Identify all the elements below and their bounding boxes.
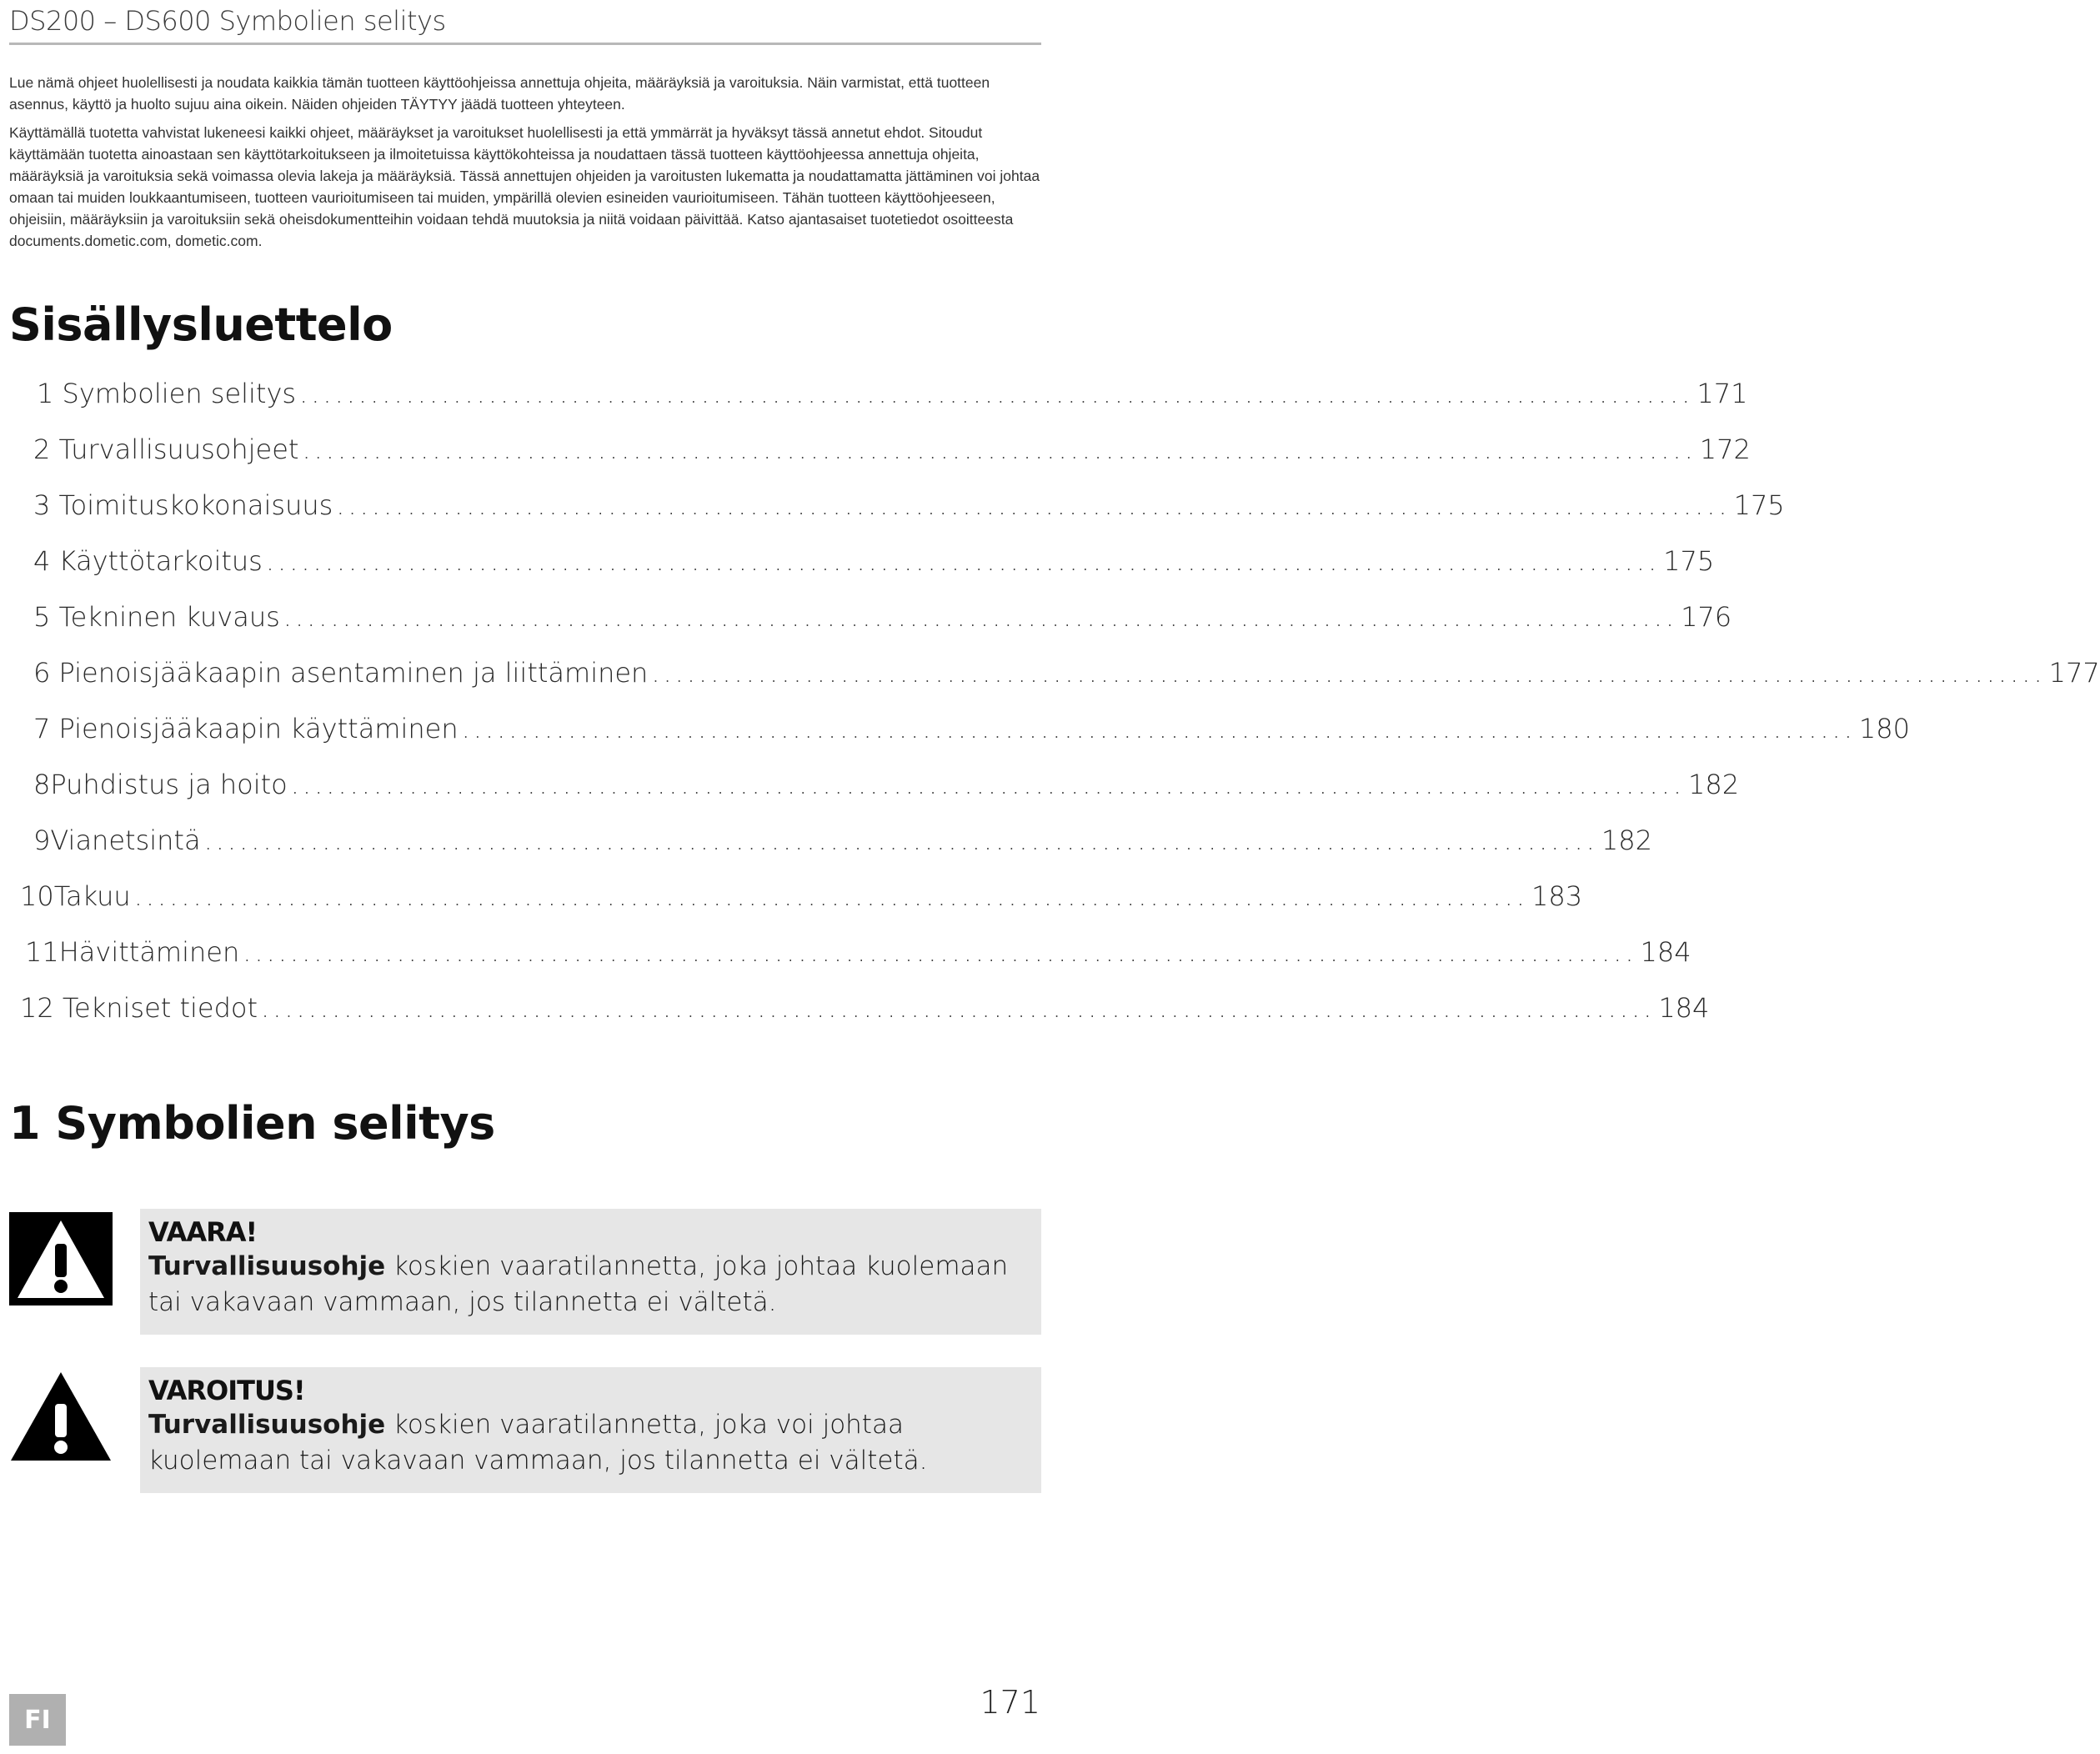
toc-entry-10[interactable] bbox=[20, 880, 1583, 920]
toc-entry-number: 3 bbox=[33, 489, 51, 521]
warning-notice-title: VAROITUS! bbox=[148, 1375, 305, 1406]
toc-dot-leader: ...................................................................................................................... bbox=[133, 880, 1528, 912]
toc-entry-page: 183 bbox=[1531, 880, 1583, 912]
toc-entry-number: 2 bbox=[33, 433, 51, 465]
toc-entry-page: 180 bbox=[1858, 713, 1910, 744]
danger-notice-text bbox=[148, 1249, 1031, 1321]
header-divider bbox=[9, 43, 1041, 45]
toc-entry-7[interactable] bbox=[33, 713, 1910, 753]
toc-entry-3[interactable] bbox=[33, 489, 1785, 529]
toc-entry-page: 175 bbox=[1733, 489, 1785, 521]
page-header-title: DS200 – DS600 Symbolien selitys bbox=[9, 5, 446, 37]
toc-dot-leader: ...................................................................................................................... bbox=[336, 489, 1731, 521]
language-badge: FI bbox=[9, 1694, 66, 1746]
danger-notice bbox=[140, 1209, 1041, 1335]
toc-entry-page: 182 bbox=[1688, 769, 1740, 800]
notice-keyword: Turvallisuusohje bbox=[148, 1251, 386, 1281]
toc-entry-label: Turvallisuusohjeet bbox=[58, 433, 299, 465]
toc-entry-5[interactable] bbox=[33, 601, 1732, 641]
toc-entry-page: 177 bbox=[2048, 657, 2100, 689]
toc-dot-leader: ...................................................................................................................... bbox=[265, 545, 1661, 577]
toc-entry-6[interactable] bbox=[33, 657, 2100, 697]
toc-entry-page: 184 bbox=[1658, 992, 1710, 1024]
toc-entry-number: 1 bbox=[37, 378, 54, 409]
toc-dot-leader: ...................................................................................................................... bbox=[302, 433, 1697, 465]
toc-dot-leader: ...................................................................................................................... bbox=[651, 657, 2046, 689]
notice-description: koskien vaaratilannetta, joka johtaa kuolemaan tai vakavaan vammaan, jos tilannetta ei vältetä. bbox=[148, 1251, 1009, 1317]
toc-entry-page: 171 bbox=[1697, 378, 1748, 409]
intro-paragraph-2: Käyttämällä tuotetta vahvistat lukeneesi kaikki ohjeet, määräykset ja varoitukset huolellisesti ja että ymmärrät ja hyväksyt tässä annetut ehdot. Sitoudut käyttämään tuotetta ainoastaan sen käyttötarkoitukseen ja ilmoitetuissa käyttökohteissa ja noudattaen tässä tuotteen käyttöohjeessa annettuja ohjeita, määräyksiä ja varoituksia sekä voimassa olevia lakeja ja määräyksiä. Tässä annettujen ohjeiden ja varoitusten lukematta ja noudattamatta jättäminen voi johtaa omaan tai muiden loukkaantumiseen, tuotteen vaurioitumiseen tai muiden, ympärillä olevien esineiden vaurioitumiseen. Tähän tuotteen käyttöohjeeseen, ohjeisiin, määräyksiin ja varoituksiin sekä oheisdokumentteihin voidaan tehdä muutoksia ja niitä voidaan päivittää. Katso ajantasaiset tuotetiedot osoitteesta documents.dometic.com, dometic.com. bbox=[9, 124, 1040, 249]
toc-entry-page: 176 bbox=[1681, 601, 1732, 633]
toc-entry-number: 10 bbox=[20, 880, 54, 912]
warning-notice-text bbox=[148, 1407, 1031, 1479]
toc-entry-label: Pienoisjääkaapin käyttäminen bbox=[58, 713, 459, 744]
notice-keyword: Turvallisuusohje bbox=[148, 1410, 386, 1440]
toc-entry-label: Takuu bbox=[53, 880, 131, 912]
danger-notice-title: VAARA! bbox=[148, 1216, 258, 1248]
section-heading-symbols: 1 Symbolien selitys bbox=[9, 1097, 495, 1150]
toc-entry-label: Käyttötarkoitus bbox=[58, 545, 263, 577]
toc-dot-leader: ...................................................................................................................... bbox=[290, 769, 1686, 800]
toc-entry-label: Tekninen kuvaus bbox=[58, 601, 280, 633]
page-number: 171 bbox=[980, 1684, 1040, 1721]
toc-entry-number: 5 bbox=[33, 601, 51, 633]
toc-dot-leader: ...................................................................................................................... bbox=[283, 601, 1678, 633]
toc-dot-leader: ...................................................................................................................... bbox=[243, 936, 1637, 968]
toc-entry-page: 182 bbox=[1601, 824, 1652, 856]
toc-entry-label: Tekniset tiedot bbox=[62, 992, 258, 1024]
toc-heading: Sisällysluettelo bbox=[9, 298, 393, 351]
toc-entry-number: 9 bbox=[33, 824, 51, 856]
toc-entry-12[interactable] bbox=[20, 992, 1710, 1032]
toc-entry-number: 6 bbox=[33, 657, 51, 689]
toc-entry-2[interactable] bbox=[33, 433, 1751, 474]
toc-entry-1[interactable] bbox=[37, 378, 1748, 418]
danger-warning-icon bbox=[9, 1212, 113, 1305]
toc-entry-page: 184 bbox=[1640, 936, 1692, 968]
toc-entry-8[interactable] bbox=[33, 769, 1740, 809]
toc-entry-number: 4 bbox=[33, 545, 51, 577]
toc-entry-label: Puhdistus ja hoito bbox=[50, 769, 288, 800]
intro-paragraph-1: Lue nämä ohjeet huolellisesti ja noudata kaikkia tämän tuotteen käyttöohjeissa annettuja ohjeita, määräyksiä ja varoituksia. Näin varmistat, että tuotteen asennus, käyttö ja huolto sujuu aina oikein. Näiden ohjeiden TÄYTYY jäädä tuotteen yhteyteen. bbox=[9, 74, 990, 113]
toc-entry-label: Hävittäminen bbox=[58, 936, 240, 968]
toc-entry-9[interactable] bbox=[33, 824, 1652, 864]
warning-icon bbox=[9, 1371, 113, 1464]
toc-dot-leader: ...................................................................................................................... bbox=[299, 378, 1694, 409]
toc-entry-label: Vianetsintä bbox=[50, 824, 201, 856]
toc-entry-label: Symbolien selitys bbox=[62, 378, 297, 409]
toc-entry-page: 172 bbox=[1699, 433, 1751, 465]
toc-entry-number: 7 bbox=[33, 713, 51, 744]
toc-entry-11[interactable] bbox=[25, 936, 1692, 976]
toc-entry-number: 8 bbox=[33, 769, 51, 800]
toc-entry-label: Toimituskokonaisuus bbox=[58, 489, 333, 521]
toc-dot-leader: ...................................................................................................................... bbox=[461, 713, 1856, 744]
toc-entry-label: Pienoisjääkaapin asentaminen ja liittäminen bbox=[58, 657, 649, 689]
warning-notice bbox=[140, 1367, 1041, 1493]
toc-entry-number: 12 bbox=[20, 992, 54, 1024]
toc-dot-leader: ...................................................................................................................... bbox=[203, 824, 1598, 856]
toc-entry-number: 11 bbox=[25, 936, 59, 968]
toc-entry-page: 175 bbox=[1663, 545, 1715, 577]
notice-description: koskien vaaratilannetta, joka voi johtaa kuolemaan tai vakavaan vammaan, jos tilannetta ei vältetä. bbox=[148, 1410, 928, 1476]
toc-entry-4[interactable] bbox=[33, 545, 1715, 585]
toc-dot-leader: ...................................................................................................................... bbox=[261, 992, 1656, 1024]
